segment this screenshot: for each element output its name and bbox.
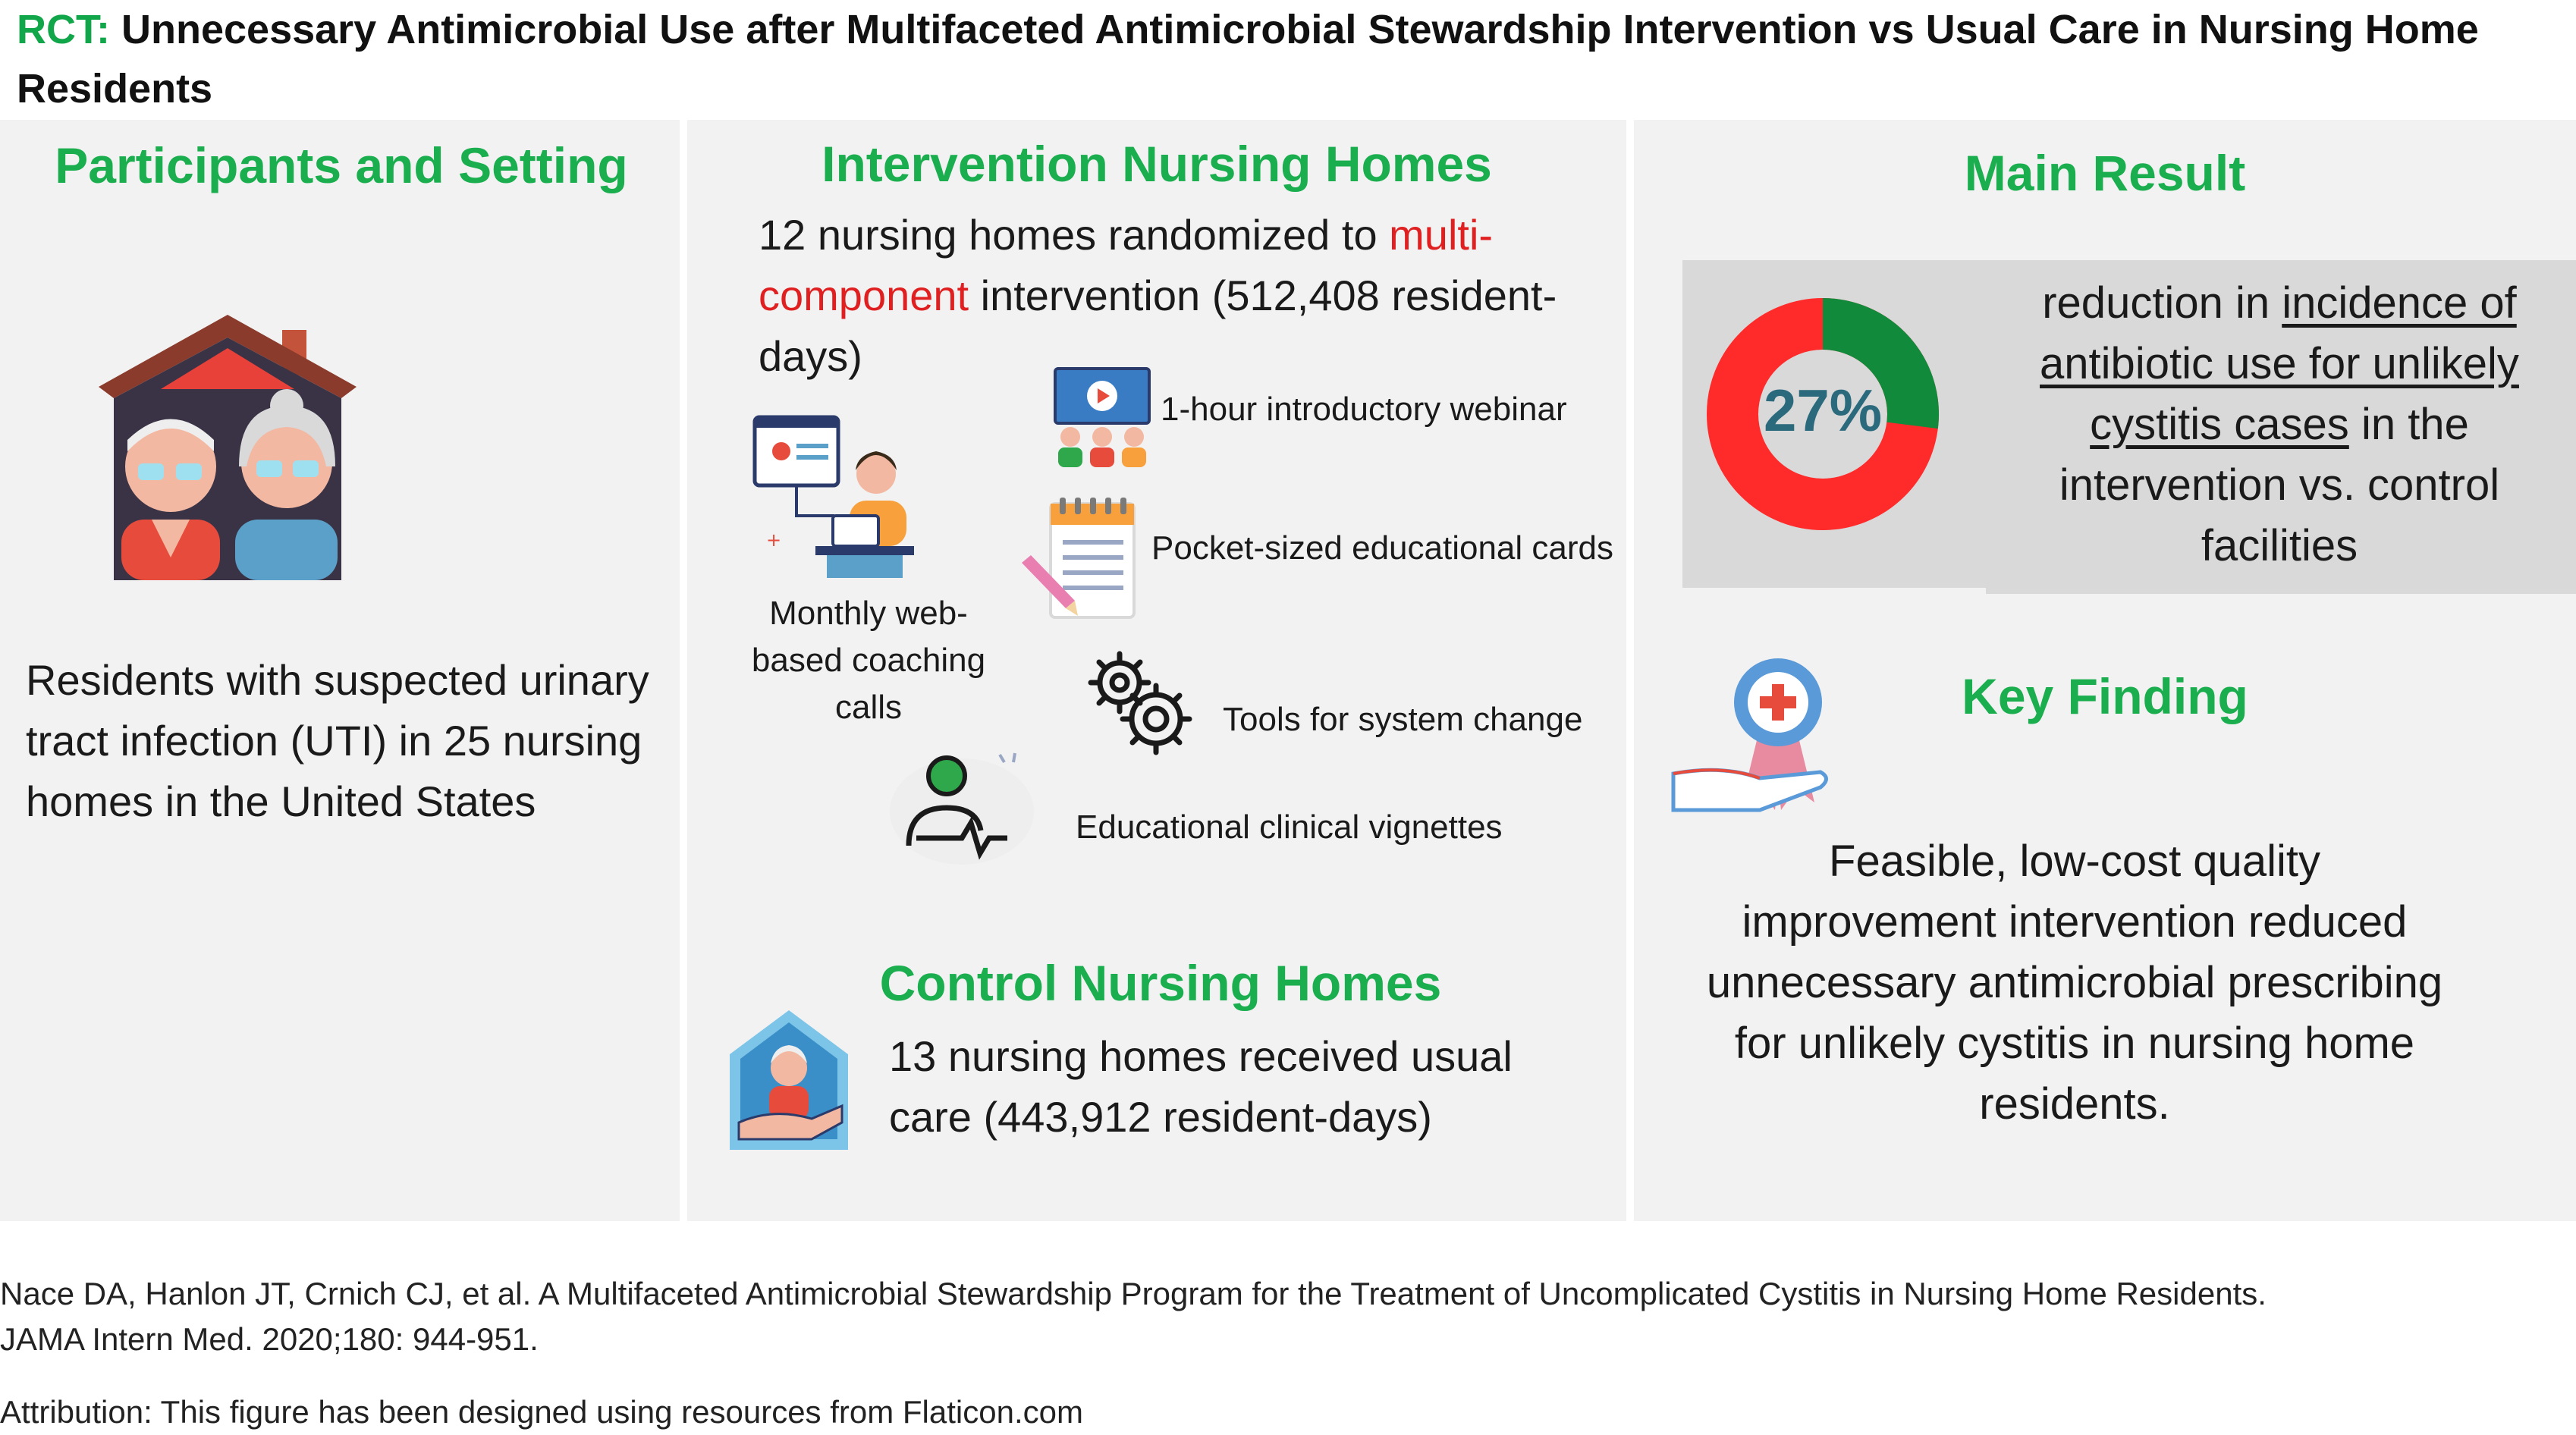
award-hand-icon	[1669, 651, 1836, 818]
percent-donut-chart	[1707, 298, 1939, 530]
intervention-desc-highlight: multi-component	[759, 211, 1494, 319]
control-heading: Control Nursing Homes	[879, 955, 1442, 1011]
title-text: Unnecessary Antimicrobial Use after Multifaceted Antimicrobial Stewardship Intervention vs Usual Care in Nursing Home Residents	[17, 7, 2479, 111]
main-result-text	[2003, 273, 2556, 576]
patient-monitor-icon	[886, 747, 1038, 868]
gears-icon	[1080, 643, 1194, 757]
page-title	[17, 0, 2520, 118]
participants-description: Residents with suspected urinary tract infection (UTI) in 25 nursing homes in the United States	[26, 656, 649, 825]
key-finding-text: Feasible, low-cost quality improvement intervention reduced unnecessary antimicrobial prescribing for unlikely cystitis in nursing home residents.	[1706, 837, 2443, 1129]
component-label-webinar: 1-hour introductory webinar	[1161, 391, 1567, 428]
title-prefix: RCT:	[17, 7, 110, 52]
intervention-description	[759, 205, 1608, 387]
notepad-icon	[1020, 495, 1142, 623]
component-label-vignettes: Educational clinical vignettes	[1076, 809, 1503, 846]
coaching-label: Monthly web-based coaching calls	[751, 595, 986, 726]
svg-text:+: +	[766, 529, 782, 551]
nursing-home-elderly-couple-icon	[91, 315, 364, 588]
intervention-desc-part1: 12 nursing homes randomized to	[759, 211, 1378, 259]
main-result-heading: Main Result	[1964, 145, 2246, 201]
coaching-call-icon	[751, 410, 925, 584]
component-label-cards: Pocket-sized educational cards	[1151, 529, 1613, 567]
webinar-icon	[1049, 363, 1155, 469]
control-description: 13 nursing homes received usual care (443,912 resident-days)	[889, 1032, 1513, 1141]
donut-percent-label: 27%	[1763, 377, 1883, 444]
component-label-tools: Tools for system change	[1223, 701, 1583, 738]
citation: Nace DA, Hanlon JT, Crnich CJ, et al. A Multifaceted Antimicrobial Stewardship Program for the Treatment of Uncomplicated Cystitis in Nursing Home Residents. JAMA Intern Med. 2020;180: 944-951.	[0, 1276, 2267, 1357]
result-text-before: reduction in	[2042, 278, 2270, 328]
elderly-care-icon	[728, 1009, 850, 1153]
result-text-after: in the intervention vs. control facilities	[2059, 400, 2500, 570]
intervention-heading: Intervention Nursing Homes	[821, 136, 1492, 192]
result-text-underlined: incidence of antibiotic use for unlikely cystitis cases	[2040, 278, 2519, 449]
intervention-desc-part2: intervention (512,408 resident-days)	[759, 272, 1557, 380]
key-finding-heading: Key Finding	[1962, 668, 2248, 724]
attribution: Attribution: This figure has been designed using resources from Flaticon.com	[0, 1394, 1083, 1430]
participants-heading: Participants and Setting	[55, 137, 628, 193]
